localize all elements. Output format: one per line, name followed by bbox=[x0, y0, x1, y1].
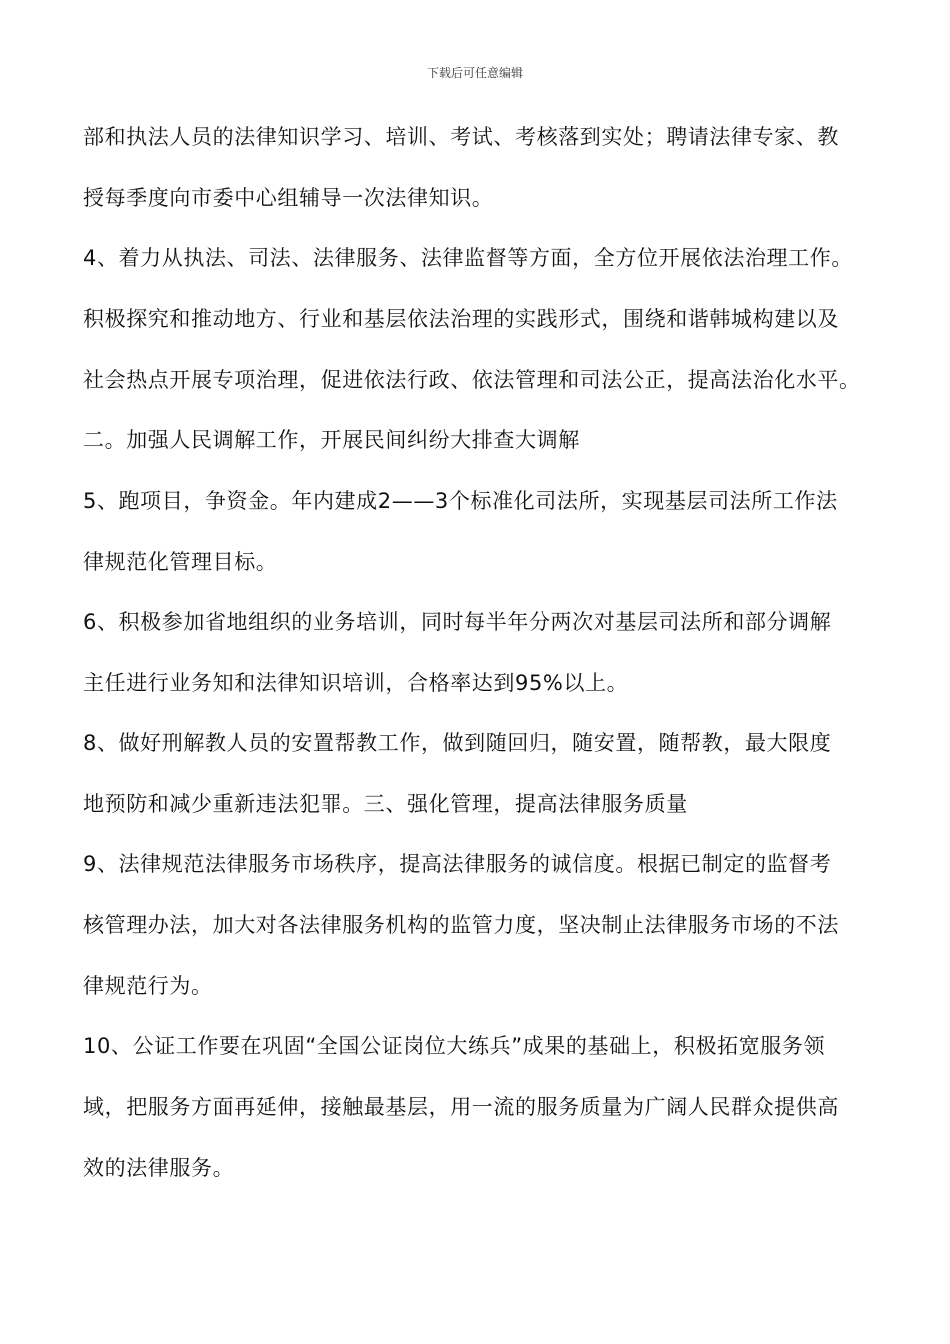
text-line: 地预防和减少重新违法犯罪。三、强化管理，提高法律服务质量 bbox=[83, 792, 688, 816]
text-line: 8、做好刑解教人员的安置帮教工作，做到随回归，随安置，随帮教，最大限度 bbox=[83, 731, 832, 755]
page-header: 下载后可任意编辑 bbox=[426, 66, 523, 80]
text-line: 10、公证工作要在巩固“全国公证岗位大练兵”成果的基础上，积极拓宽服务领 bbox=[83, 1034, 826, 1058]
text-line: 4、着力从执法、司法、法律服务、法律监督等方面，全方位开展依法治理工作。 bbox=[83, 246, 853, 270]
text-line: 积极探究和推动地方、行业和基层依法治理的实践形式，围绕和谐韩城构建以及 bbox=[83, 307, 839, 331]
text-line: 核管理办法，加大对各法律服务机构的监管力度，坚决制止法律服务市场的不法 bbox=[83, 913, 839, 937]
text-line: 6、积极参加省地组织的业务培训，同时每半年分两次对基层司法所和部分调解 bbox=[83, 610, 832, 634]
text-line: 5、跑项目，争资金。年内建成2——3个标准化司法所，实现基层司法所工作法 bbox=[83, 489, 838, 513]
text-line: 域，把服务方面再延伸，接触最基层，用一流的服务质量为广阔人民群众提供高 bbox=[83, 1095, 839, 1119]
text-line: 律规范化管理目标。 bbox=[83, 550, 278, 574]
text-line: 部和执法人员的法律知识学习、培训、考试、考核落到实处；聘请法律专家、教 bbox=[83, 125, 839, 149]
text-line: 律规范行为。 bbox=[83, 974, 213, 998]
text-line: 效的法律服务。 bbox=[83, 1156, 235, 1180]
text-line: 主任进行业务知和法律知识培训，合格率达到95%以上。 bbox=[83, 671, 629, 695]
section-heading: 二。加强人民调解工作，开展民间纠纷大排查大调解 bbox=[83, 428, 580, 452]
text-line: 授每季度向市委中心组辅导一次法律知识。 bbox=[83, 186, 494, 210]
text-line: 9、法律规范法律服务市场秩序，提高法律服务的诚信度。根据已制定的监督考 bbox=[83, 852, 832, 876]
text-line: 社会热点开展专项治理，促进依法行政、依法管理和司法公正，提高法治化水平。 bbox=[83, 368, 861, 392]
